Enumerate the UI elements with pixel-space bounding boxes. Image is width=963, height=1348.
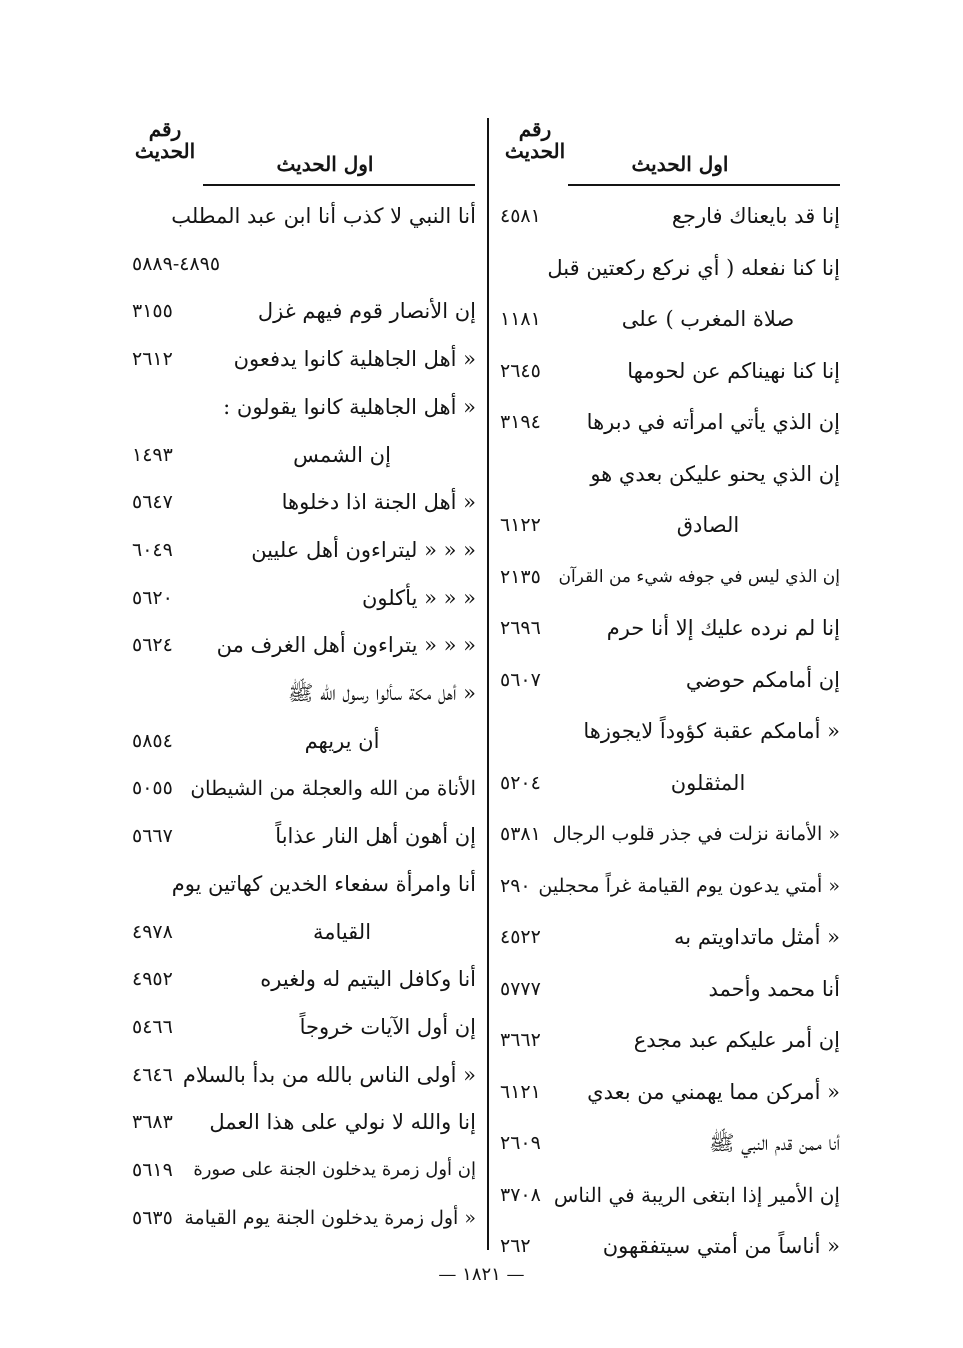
entry-text: إن أمامكم حوضي (685, 667, 840, 692)
index-entry (496, 1072, 840, 1112)
entry-number: ٦١٢٢ (500, 514, 541, 536)
right-header-rule (568, 184, 840, 186)
entry-number: ٢١٣٥ (500, 565, 541, 588)
entry-number: ٤٩٧٨ (132, 920, 173, 943)
index-entry (496, 505, 840, 545)
index-entry (496, 608, 840, 648)
entry-text: الصادق (676, 513, 740, 537)
entry-text: « أمثل ماتداويتم به (674, 925, 840, 949)
index-entry (496, 866, 840, 906)
index-entry (128, 244, 476, 284)
entry-number: ٥٢٠٤ (500, 771, 541, 794)
index-entry (128, 1150, 476, 1190)
entry-number: ٢٦٩٦ (500, 617, 541, 639)
entry-text: « أمركن مما يهمني من بعدي (587, 1079, 840, 1104)
entry-text: « أمتي يدعون يوم القيامة غراً محجلين (538, 874, 840, 897)
entry-number: ٢٩٠ (500, 874, 531, 897)
entry-text: « « « ليتراءون أهل عليين (251, 537, 476, 562)
index-entry (128, 1055, 476, 1095)
entry-text: « أناساً من أمتي سيتفقهون (602, 1234, 840, 1258)
index-entry (128, 387, 476, 427)
entry-text: أن يريهم (304, 728, 380, 753)
entry-text: إن الأمير إذا ابتغى الريبة في الناس (553, 1182, 840, 1207)
entry-number: ٣٦٦٢ (500, 1029, 541, 1051)
right-number-label-line1: رقم (518, 117, 552, 141)
index-entry (496, 917, 840, 957)
index-entry (496, 969, 840, 1009)
entry-number: ٣١٥٥ (132, 300, 173, 323)
entry-number: ١٤٩٣ (132, 443, 173, 466)
entry-text: « أهل الجنة اذا دخلوها (281, 490, 476, 515)
entry-number: ٦١٢١ (500, 1080, 541, 1103)
entry-number: ٣٦٨٣ (132, 1111, 173, 1134)
entry-number: ٢٦١٢ (132, 348, 173, 371)
index-entry (496, 248, 840, 288)
index-entry (128, 291, 476, 331)
entry-text: إن الذي ليس في جوفه شيء من القرآن (558, 566, 840, 587)
entry-number: ٥٨٥٤ (132, 729, 173, 752)
index-entry (496, 814, 840, 854)
entry-number: ٤٥٢٢ (500, 926, 541, 948)
entry-number: ٤٦٤٦ (132, 1063, 173, 1086)
entry-number: ٣٧٠٨ (500, 1183, 541, 1206)
entry-number: ٢٦٠٩ (500, 1132, 541, 1154)
entry-text: أنا ممن قدم النبي ﷺ (709, 1131, 840, 1155)
entry-number: ٥٤٦٦ (132, 1015, 173, 1038)
index-entry (128, 1198, 476, 1238)
page-number: — ١٨٢١ — (438, 1264, 525, 1285)
entry-text: « أمامكم عقبة كؤوداً لايجوزها (583, 719, 840, 743)
entry-number: ٥٦٠٧ (500, 668, 541, 691)
index-entry (496, 1123, 840, 1163)
entry-text: إن أمر عليكم عبد مجدع (633, 1028, 840, 1052)
index-entry (128, 578, 476, 618)
index-entry (496, 1226, 840, 1266)
index-entry (128, 1102, 476, 1142)
left-header-rule (203, 184, 475, 186)
entry-text: « أهل الجاهلية كانوا يقولون : (223, 394, 476, 419)
index-entry (496, 1175, 840, 1215)
index-entry (128, 339, 476, 379)
index-entry (128, 435, 476, 475)
index-entry (128, 768, 476, 808)
entry-number: ٥٦٣٥ (132, 1206, 173, 1229)
index-entry (496, 299, 840, 339)
index-entry (128, 482, 476, 522)
entry-text: « الأمانة نزلت في جذر قلوب الرجال (552, 823, 840, 845)
entry-number: ٥٦٢٤ (132, 634, 173, 657)
entry-number: ٤٩٥٢ (132, 968, 173, 991)
entry-text: إن الشمس (293, 442, 391, 467)
right-hadith-number-label (500, 118, 570, 162)
entry-text: إنا كنا نهيناكم عن لحومها (627, 358, 840, 383)
column-divider (487, 118, 489, 1250)
entry-text: إن الذي يحنو عليكن بعدي هو (590, 461, 840, 486)
entry-text: « « « يتراءون أهل الغرف من (216, 633, 476, 658)
entry-number: ٥٠٥٥ (132, 777, 173, 800)
entry-text: المثقلون (670, 770, 746, 795)
entry-text: أنا وكافل اليتيم له ولغيره (260, 967, 476, 992)
entry-text: « أولى الناس بالله من بدأ بالسلام (182, 1062, 476, 1087)
entry-number: ٣١٩٤ (500, 411, 541, 433)
entry-text: إنا والله لا نولي على هذا العمل (209, 1110, 476, 1135)
left-column-header (130, 118, 475, 190)
entry-text: إنا كنا نفعله ( أي نركع ركعتين قبل (547, 255, 840, 280)
entry-text: إن الأنصار قوم فيهم غزل (257, 299, 476, 324)
index-entry (128, 1007, 476, 1047)
entry-text: أنا النبي لا كذب أنا ابن عبد المطلب (171, 204, 476, 228)
index-entry (496, 1020, 840, 1060)
entry-text: إن أول الآيات خروجاً (299, 1014, 476, 1039)
entry-text: إنا لم نرده عليك إلا أنا حرم (606, 616, 840, 640)
entry-text: « أهل مكة سألوا رسول الله ﷺ (287, 681, 476, 705)
index-entry (128, 959, 476, 999)
index-entry (128, 816, 476, 856)
entry-number: ٦٠٤٩ (132, 538, 173, 561)
entry-number: ٥٣٨١ (500, 823, 541, 845)
entry-number: ٤٨٩٥-٥٨٨٩ (132, 252, 221, 275)
entry-number: ٥٦٤٧ (132, 491, 173, 514)
index-entry (496, 763, 840, 803)
entry-number: ٥٧٧٧ (500, 977, 541, 1000)
entry-text: إن أول زمرة يدخلون الجنة على صورة (193, 1159, 476, 1180)
entry-text: إنا قد بايعناك فارجع (671, 204, 840, 228)
entry-text: القيامة (312, 919, 372, 944)
entry-number: ٥٦٦٧ (132, 825, 173, 848)
index-entry (128, 530, 476, 570)
entry-text: أنا محمد وأحمد (708, 976, 840, 1001)
entry-number: ٥٦١٩ (132, 1159, 173, 1181)
index-entry (496, 711, 840, 751)
entry-number: ٤٥٨١ (500, 205, 541, 227)
right-column-header (500, 118, 840, 190)
entry-text: « أهل الجاهلية كانوا يدفعون (233, 347, 476, 372)
left-hadith-title-label: اول الحديث (276, 152, 374, 176)
right-hadith-title-label: اول الحديث (631, 152, 729, 176)
index-entry (496, 351, 840, 391)
index-entry (128, 912, 476, 952)
index-entry (496, 557, 840, 597)
index-entry (496, 454, 840, 494)
entry-text: « أول زمرة يدخلون الجنة يوم القيامة (184, 1206, 476, 1229)
left-number-label-line1: رقم (148, 117, 182, 141)
entry-text: صلاة المغرب ) على (621, 307, 795, 331)
entry-text: « « « يأكلون (361, 585, 476, 610)
entry-number: ٢٦٤٥ (500, 359, 541, 382)
index-entry (128, 864, 476, 904)
entry-number: ٥٦٢٠ (132, 586, 173, 609)
entry-text: أنا وامرأة سفعاء الخدين كهاتين يوم (171, 871, 476, 896)
entry-number: ٢٦٢ (500, 1235, 531, 1257)
index-entry (128, 625, 476, 665)
index-entry (128, 196, 476, 236)
index-entry (496, 402, 840, 442)
entry-number: ١١٨١ (500, 308, 541, 330)
entry-text: إن الذي يأتي امرأته في دبرها (586, 410, 840, 434)
index-entry (128, 673, 476, 713)
left-hadith-number-label (130, 118, 200, 162)
right-number-label-line2: الحديث (504, 139, 566, 163)
index-entry (128, 721, 476, 761)
left-number-label-line2: الحديث (134, 139, 196, 163)
entry-text: إن أهون أهل النار عذاباً (275, 824, 476, 849)
entry-text: الأناة من الله والعجلة من الشيطان (190, 776, 476, 801)
index-entry (496, 196, 840, 236)
index-entry (496, 660, 840, 700)
